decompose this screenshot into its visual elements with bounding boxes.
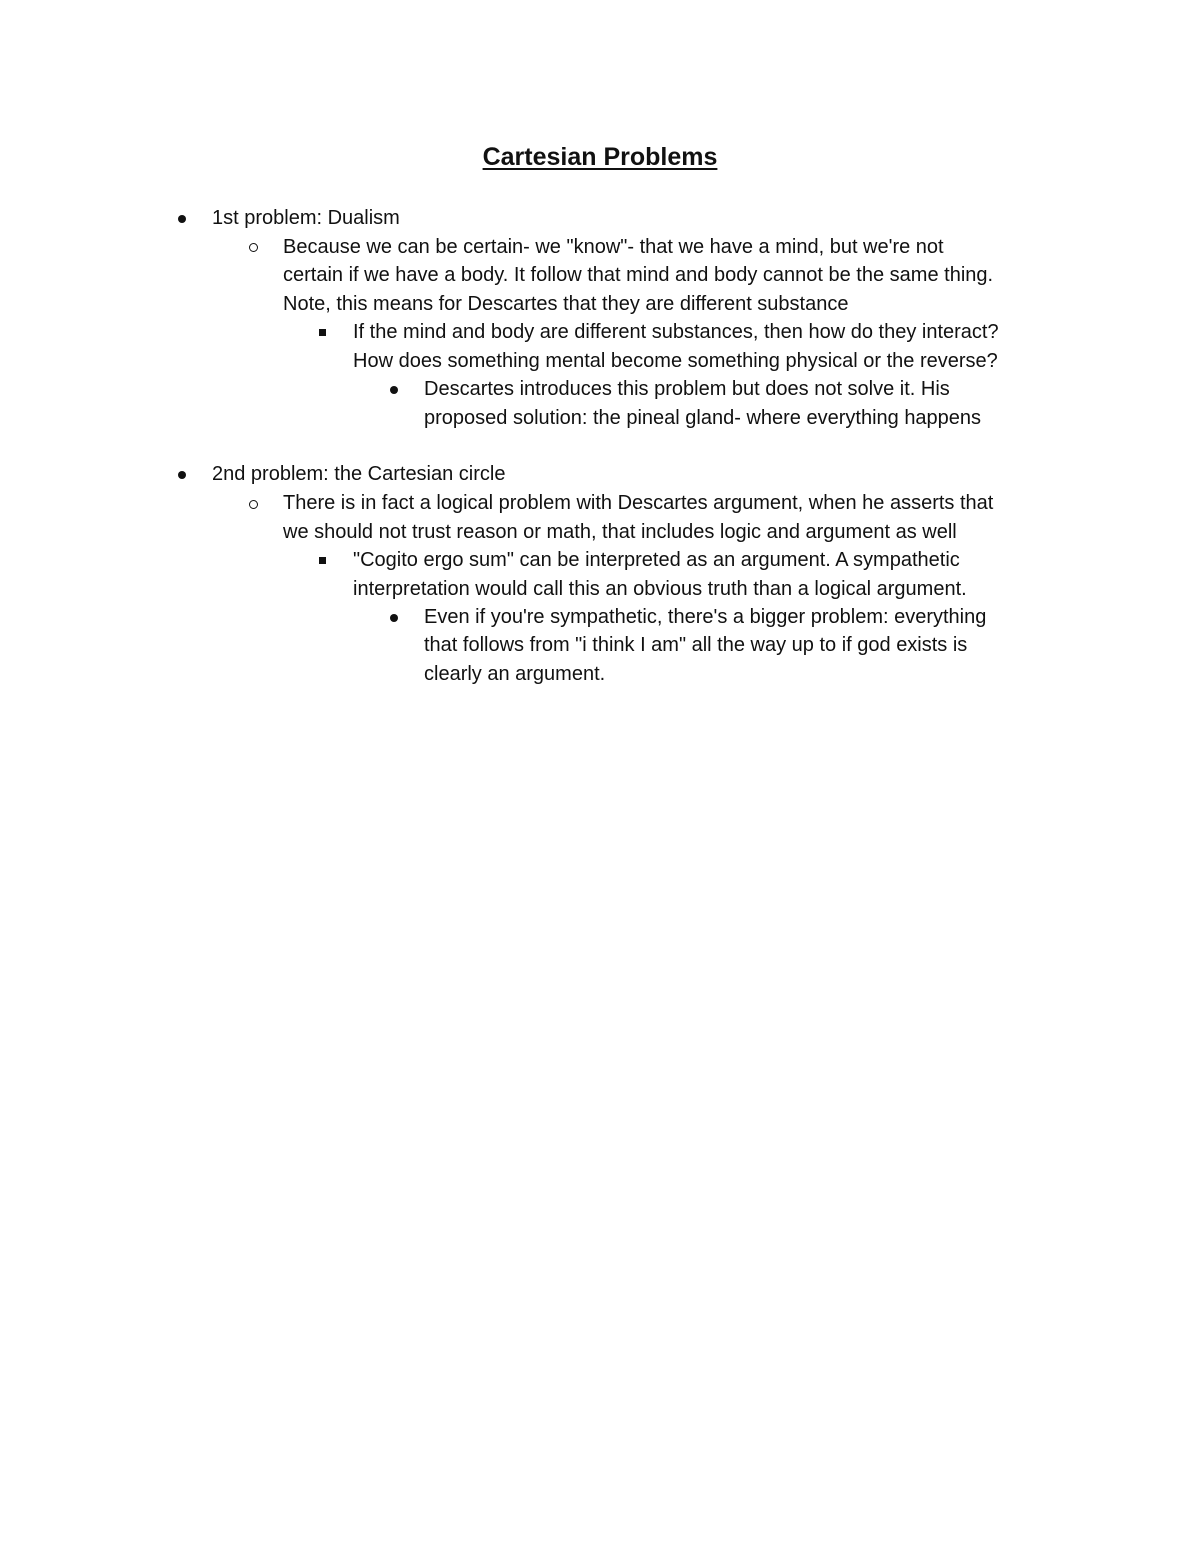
- body-line: How does something mental become something physical or the reverse?: [353, 350, 998, 372]
- square-bullet-icon: [319, 329, 326, 336]
- circle-bullet-icon: [249, 500, 258, 509]
- body-line: If the mind and body are different substances, then how do they interact?: [353, 321, 999, 343]
- document-title: Cartesian Problems: [482, 143, 718, 171]
- body-line: Because we can be certain- we "know"- that we have a mind, but we're not: [283, 236, 944, 258]
- disc-bullet-icon: [390, 386, 398, 394]
- section-heading: 2nd problem: the Cartesian circle: [212, 463, 506, 485]
- disc-bullet-icon: [178, 471, 186, 479]
- section-heading: 1st problem: Dualism: [212, 207, 400, 229]
- body-line: Descartes introduces this problem but does not solve it. His: [424, 378, 950, 400]
- body-line: "Cogito ergo sum" can be interpreted as an argument. A sympathetic: [353, 549, 960, 571]
- disc-bullet-icon: [178, 215, 186, 223]
- body-line: interpretation would call this an obvious truth than a logical argument.: [353, 578, 967, 600]
- body-line: Note, this means for Descartes that they are different substance: [283, 293, 849, 315]
- disc-bullet-icon: [390, 614, 398, 622]
- body-line: proposed solution: the pineal gland- where everything happens: [424, 407, 982, 429]
- body-line: that follows from "i think I am" all the way up to if god exists is: [424, 634, 968, 656]
- body-line: clearly an argument.: [424, 663, 606, 685]
- square-bullet-icon: [319, 557, 326, 564]
- body-line: There is in fact a logical problem with Descartes argument, when he asserts that: [283, 492, 994, 514]
- circle-bullet-icon: [249, 243, 258, 252]
- body-line: Even if you're sympathetic, there's a bigger problem: everything: [424, 606, 987, 628]
- body-line: we should not trust reason or math, that includes logic and argument as well: [283, 521, 957, 543]
- body-line: certain if we have a body. It follow that mind and body cannot be the same thing.: [283, 264, 994, 286]
